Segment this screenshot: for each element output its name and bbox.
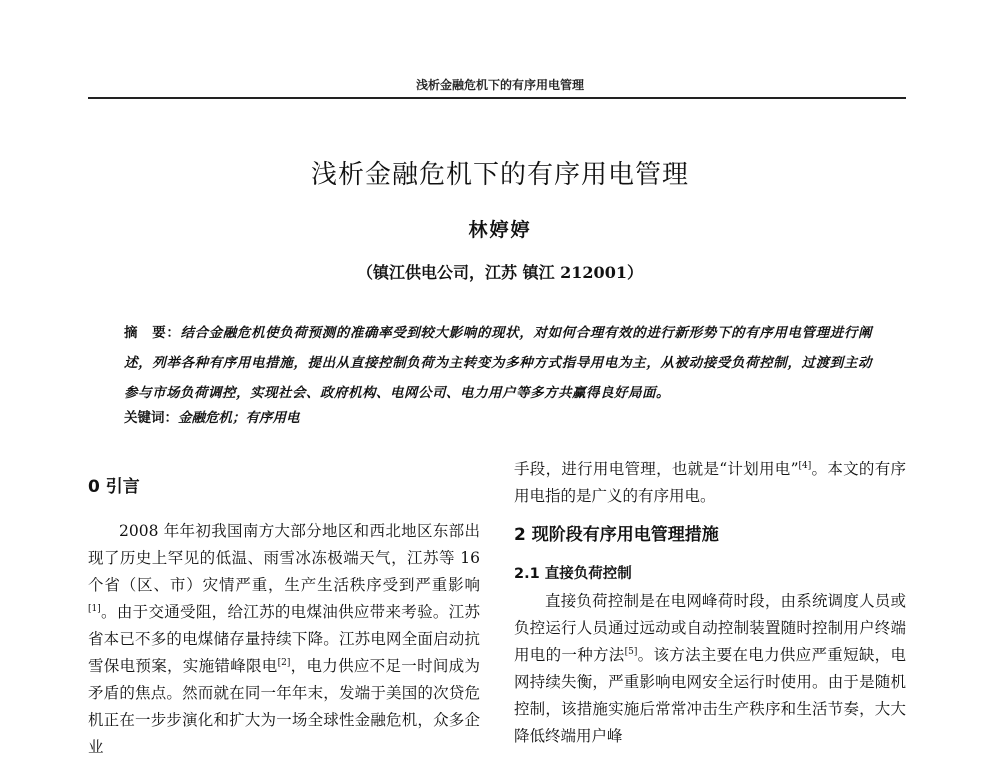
- section-heading-2: 2 现阶段有序用电管理措施: [514, 525, 719, 545]
- continuation-text-2: 。本文的有序用电指的是广义的有序用电。: [514, 460, 906, 505]
- header-rule: [88, 97, 906, 99]
- abstract: [124, 318, 872, 408]
- right-column: [514, 456, 906, 750]
- keywords-label: 关键词：: [124, 410, 178, 426]
- author-affiliation: （镇江供电公司，江苏 镇江 212001）: [357, 263, 643, 282]
- intro-text-3: ，电力供应不足一时间成为矛盾的焦点。然而就在同一年年末，发端于美国的次贷危机正在一步步演化和扩大为一场全球性金融危机，众多企业: [88, 657, 480, 756]
- direct-load-control-paragraph: [514, 588, 906, 750]
- section-2-1-text-2: 。该方法主要在电力供应严重短缺，电网持续失衡，严重影响电网安全运行时使用。由于是随机控制，该措施实施后常常冲击生产秩序和生活节奏，大大降低终端用户峰: [514, 646, 906, 745]
- keywords-text: 金融危机；有序用电: [178, 410, 300, 426]
- citation-2: [2]: [277, 657, 291, 668]
- author-name: 林婷婷: [468, 219, 532, 241]
- section-heading-introduction: 0 引言: [88, 477, 140, 497]
- subsection-heading-2-1: 2.1 直接负荷控制: [514, 566, 632, 582]
- running-header: 浅析金融危机下的有序用电管理: [415, 78, 584, 92]
- continuation-paragraph: [514, 456, 906, 510]
- paper-title: 浅析金融危机下的有序用电管理: [310, 160, 689, 190]
- left-column: [88, 456, 480, 761]
- citation-4: [4]: [798, 460, 812, 471]
- keywords: [124, 405, 872, 431]
- intro-text-2: 。由于交通受阻，给江苏的电煤油供应带来考验。江苏省本已不多的电煤储存量持续下降。江苏电网全面启动抗雪保电预案，实施错峰限电: [88, 603, 480, 675]
- citation-5: [5]: [624, 646, 638, 657]
- intro-paragraph: [88, 518, 480, 761]
- section-2-1-text-1: 直接负荷控制是在电网峰荷时段，由系统调度人员或负控运行人员通过远动或自动控制装置随时控制用户终端用电的一种方法: [514, 592, 906, 664]
- abstract-label: 摘 要：: [124, 325, 181, 341]
- citation-1: [1]: [88, 603, 101, 614]
- continuation-text-1: 手段，进行用电管理，也就是“计划用电”: [514, 460, 799, 478]
- intro-text-1: 2008 年年初我国南方大部分地区和西北地区东部出现了历史上罕见的低温、雨雪冰冻极端天气，江苏等 16 个省（区、市）灾情严重，生产生活秩序受到严重影响: [88, 522, 480, 594]
- abstract-text: 结合金融危机使负荷预测的准确率受到较大影响的现状，对如何合理有效的进行新形势下的有序用电管理进行阐述，列举各种有序用电措施，提出从直接控制负荷为主转变为多种方式指导用电为主，从被动接受负荷控制，过渡到主动参与市场负荷调控，实现社会、政府机构、电网公司、电力用户等多方共赢得良好局面。: [124, 325, 873, 401]
